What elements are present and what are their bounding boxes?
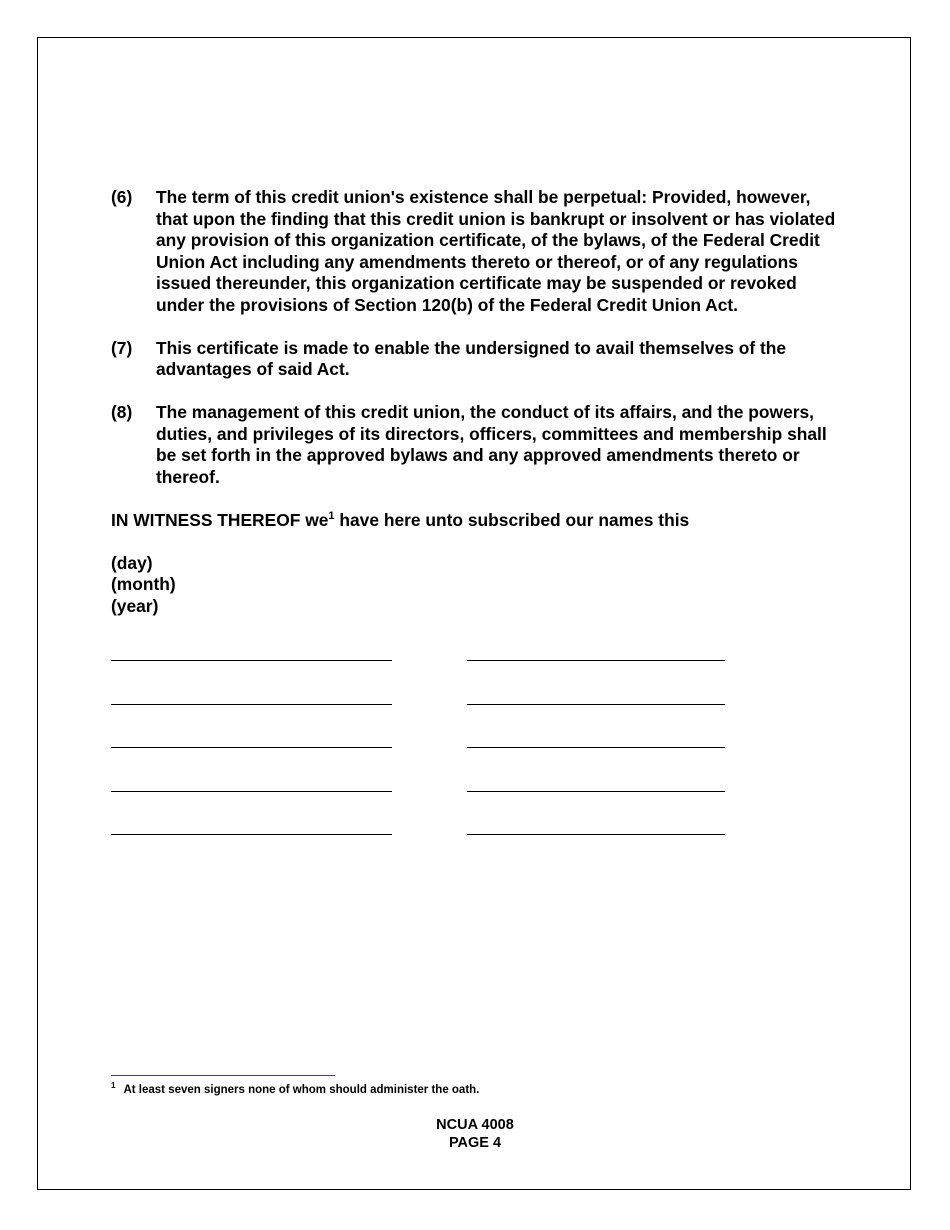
paragraph-number: (7) [111,337,133,358]
footnote-divider [111,1075,335,1076]
signature-line[interactable] [467,704,725,705]
paragraph-text: The management of this credit union, the conduct of its affairs, and the powers, duties, and privileges of its directors, officers, committees and membership shall be set forth in the approved bylaws and any approved amendments thereto or thereof. [156,402,827,487]
form-identifier [0,1116,950,1152]
footnote [111,1083,479,1097]
witness-statement [111,510,841,532]
date-year: (year) [111,595,159,616]
signature-line[interactable] [111,660,392,661]
paragraph-text: The term of this credit union's existence shall be perpetual: Provided, however, that upon the finding that this credit union is bankrupt or insolvent or has violated any provision of this organization certificate, of the bylaws, of the Federal Credit Union Act including any amendments thereto or thereof, or of any regulations issued thereunder, this organization certificate may be suspended or revoked under the provisions of Section 120(b) of the Federal Credit Union Act. [156,187,836,315]
page-number: PAGE 4 [448,1135,502,1151]
footnote-text: At least seven signers none of whom should administer the oath. [123,1084,480,1096]
paragraph-number: (6) [111,187,133,207]
footnote-reference: 1 [328,509,335,522]
date-month: (month) [111,574,176,594]
document-body [111,187,841,617]
witness-text-end: have here unto subscribed our names this [334,509,690,530]
signature-line[interactable] [467,747,725,748]
paragraph-number: (8) [111,402,133,422]
signature-line[interactable] [111,834,392,835]
date-day: (day) [111,552,153,573]
footnote-mark: 1 [111,1081,116,1091]
form-number: NCUA 4008 [436,1117,514,1133]
signature-line[interactable] [111,747,392,748]
signature-line[interactable] [467,791,725,792]
paragraph-8 [111,402,841,488]
paragraph-6 [111,187,841,316]
paragraph-text: This certificate is made to enable the undersigned to avail themselves of the advantages of said Act. [156,337,787,379]
signature-line[interactable] [111,791,392,792]
paragraph-7 [111,338,841,381]
witness-text-start: IN WITNESS THEREOF we [111,509,329,530]
signature-line[interactable] [467,660,725,661]
signature-line[interactable] [467,834,725,835]
signature-line[interactable] [111,704,392,705]
